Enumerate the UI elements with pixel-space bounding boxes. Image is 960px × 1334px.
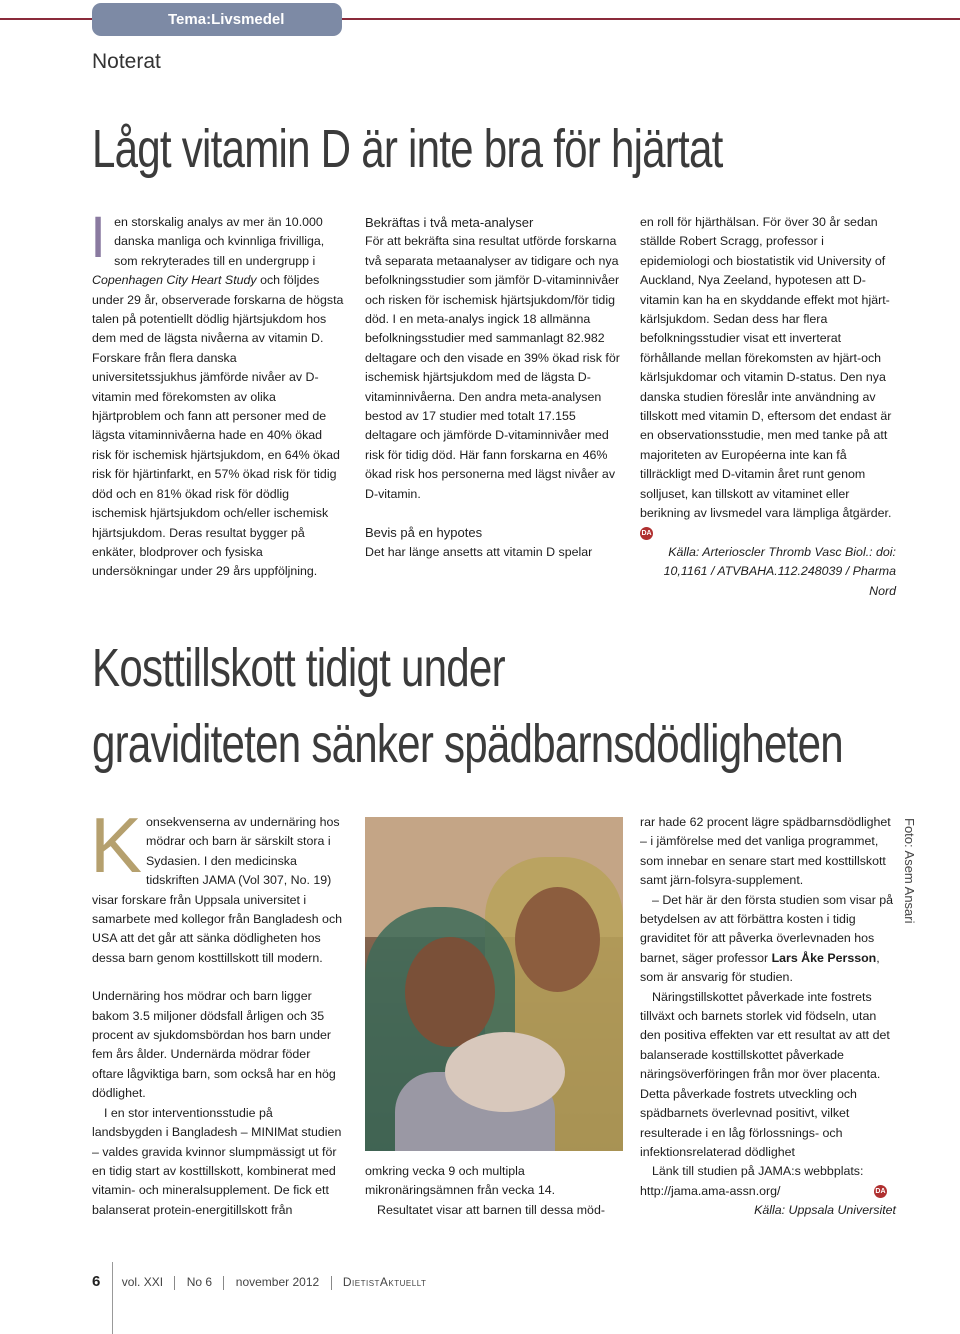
drop-cap: K [90,801,143,889]
study-name: Copenhagen City Heart Study [92,273,257,288]
article2-lead: onsekvenserna av undernäring hos mödrar och barn är särskilt stora i Sydasien. I den medicinska tidskriften JAMA (Vol 307, No. 19) visar forskare från Uppsala universitet i samarbete med kollegor från Bangladesh och USA att det går att sänka dödligheten hos dessa barn genom kosttillskott till modern. [92,815,343,965]
article1-body: och följdes under 29 år, observerade forskarna de högsta talen på potentiellt dödlig hjärtsjukdom hos dem med de lägsta nivåerna av vitamin D. Forskare från flera danska universitetssjukhus jämförde nivåer av D-vitamin med förekomsten av olika hjärtproblem och fann att personer med de lägsta vitaminnivåerna hade en 40% ökad risk för ischemisk hjärtsjukdom, en 64% ökad risk för hjärtinfarkt, en 57% ökad risk för tidig död och en 81% ökad risk för dödlig ischemisk hjärtsjukdom och/eller ischemisk hjärtsjukdom. Deras resultat bygger på enkäter, blodprover och fysiska undersökningar under 29 års uppföljning. [92,273,344,579]
article2-column-3 [640,813,896,1221]
article1-lead: en storskalig analys av mer än 10.000 danska manliga och kvinnliga frivilliga, som rekryterades till en undergrupp i [114,215,325,268]
article1-col2-paragraph-2: Det har länge ansetts att vitamin D spelar [365,544,593,559]
article2-quote: – Det här är den första studien som visar på betydelsen av att förbättra kosten i tidig graviditet för att påverka överlevnaden hos barnet, säger professor [640,892,894,965]
article2-source: Källa: Uppsala Universitet [754,1203,896,1218]
volume: vol. XXI [121,1275,164,1289]
article2-col3-paragraph-3: Näringstillskottet påverkade inte fostrets tillväxt och barnets storlek vid födseln, utan den positiva effekten var ett resultat av att det balanserade kosttillskottet påverkade näringsöverföringen från mor över placenta. Detta påverkade fostrets utveckling och spädbarnets överlevnad positivt, vilket resulterade i en låg förlossnings- och infektionsrelaterad dödlighet [640,989,890,1159]
subheading-hypothesis: Bevis på en hypotes [365,525,483,541]
issue-number: No 6 [186,1275,213,1289]
article1-column-3 [640,213,896,601]
article2-column-2 [365,1162,623,1220]
da-logo: DA [640,527,653,540]
article2-col1-paragraph-1: Undernäring hos mödrar och barn ligger bakom 3.5 miljoner dödsfall årligen och 35 procent av sjukdomsbördan hos barn under fem års ålder. Undernärda mödrar föder oftare lågviktiga barn, som också har en hög dödlighet. [92,989,336,1101]
article2-col2-paragraph-1: omkring vecka 9 och multipla mikronäringsämnen från vecka 14. [365,1164,556,1198]
jama-link[interactable]: http://jama.ama-assn.org/ [640,1183,781,1198]
mothers-with-baby-photo [365,817,623,1151]
page-footer [92,1273,426,1290]
theme-tag: Tema:Livsmedel [92,3,342,36]
article2-col3-paragraph-1: rar hade 62 procent lägre spädbarnsdödlighet – i jämförelse med det vanliga programmet, som innebar en senare start med kosttillskott samt järn-folsyra-supplement. [640,815,891,888]
section-label: Noterat [92,50,161,73]
da-logo: DA [874,1185,887,1198]
article1-column-1 [90,205,344,582]
article1-col2-paragraph: För att bekräfta sina resultat utförde forskarna två separata metaanalyser av tidigare och nya befolkningsstudier som jämför D-vitaminnivåer och risken för ischemisk hjärtsjukdom/för tidig död. I en meta-analys ingick 18 allmänna befolkningsstudier med sammanlagt 82.982 deltagare och den visade en 39% ökad risk för ischemisk hjärtsjukdom med de lägsta D-vitaminnivåerna. Den andra meta-analysen bestod av 17 studier med totalt 17.155 deltagare och jämförde D-vitaminnivåer med risk för tidig död. Här fann forskarna en 46% ökad risk hos personerna med lägst nivåer av D-vitamin. [365,234,620,501]
magazine-name: DietistAktuellt [342,1275,427,1289]
page-number: 6 [92,1273,101,1290]
article1-column-2 [365,213,623,562]
professor-name: Lars Åke Persson [771,950,877,965]
article2-col1-paragraph-2: I en stor interventionsstudie på landsbygden i Bangladesh – MINIMat studien – valdes gravida kvinnor slumpmässigt ut för en tidig start av kosttillskott, kombinerat med vitamin- och mineralsupplement. De fick ett balanserat protein-energitillskott från [92,1105,342,1217]
article1-title: Lågt vitamin D är inte bra för hjärtat [92,119,723,179]
article2-link-label: Länk till studien på JAMA:s webbplats: [652,1164,864,1179]
subheading-meta-analyses: Bekräftas i två meta-analyser [365,215,534,230]
issue-date: november 2012 [235,1275,320,1289]
article2-title-line-1: Kosttillskott tidigt under [92,638,505,698]
article2-quote-end: , som är ansvarig för studien. [640,950,880,985]
drop-cap: I [90,205,107,270]
article2-title-line-2: graviditeten sänker spädbarnsdödligheten [92,714,843,774]
article1-source: Källa: Arterioscler Thromb Vasc Biol.: doi: 10,1161 / ATVBAHA.112.248039 / Pharma Nord [663,544,896,598]
article2-col2-paragraph-2: Resultatet visar att barnen till dessa möd- [377,1202,605,1217]
article2-column-1 [90,801,344,1220]
article1-col3-paragraph: en roll för hjärthälsan. För över 30 år sedan ställde Robert Scragg, professor i epidemiologi och biostatistik vid University of Auckland, Nya Zeeland, hypotesen att D-vitamin kan ha en skyddande effekt mot hjärt-kärlsjukdom. Sedan dess har flera befolkningsstudier visat ett inverterat förhållande mellan förekomsten av hjärt-och kärlsjukdomar och vitamin D-status. Den nya danska studien föreslår inte användning av tillskott med vitamin D, eftersom det endast är en observationsstudie, men med tanke på att majoriteten av Européerna inte kan få tillräckligt med D-vitamin året runt genom solljuset, kan tillskott av vitaminet eller berikning av livsmedel vara lämpliga åtgärder. [640,215,892,521]
photo-credit: Foto: Asem Ansari [902,818,917,924]
